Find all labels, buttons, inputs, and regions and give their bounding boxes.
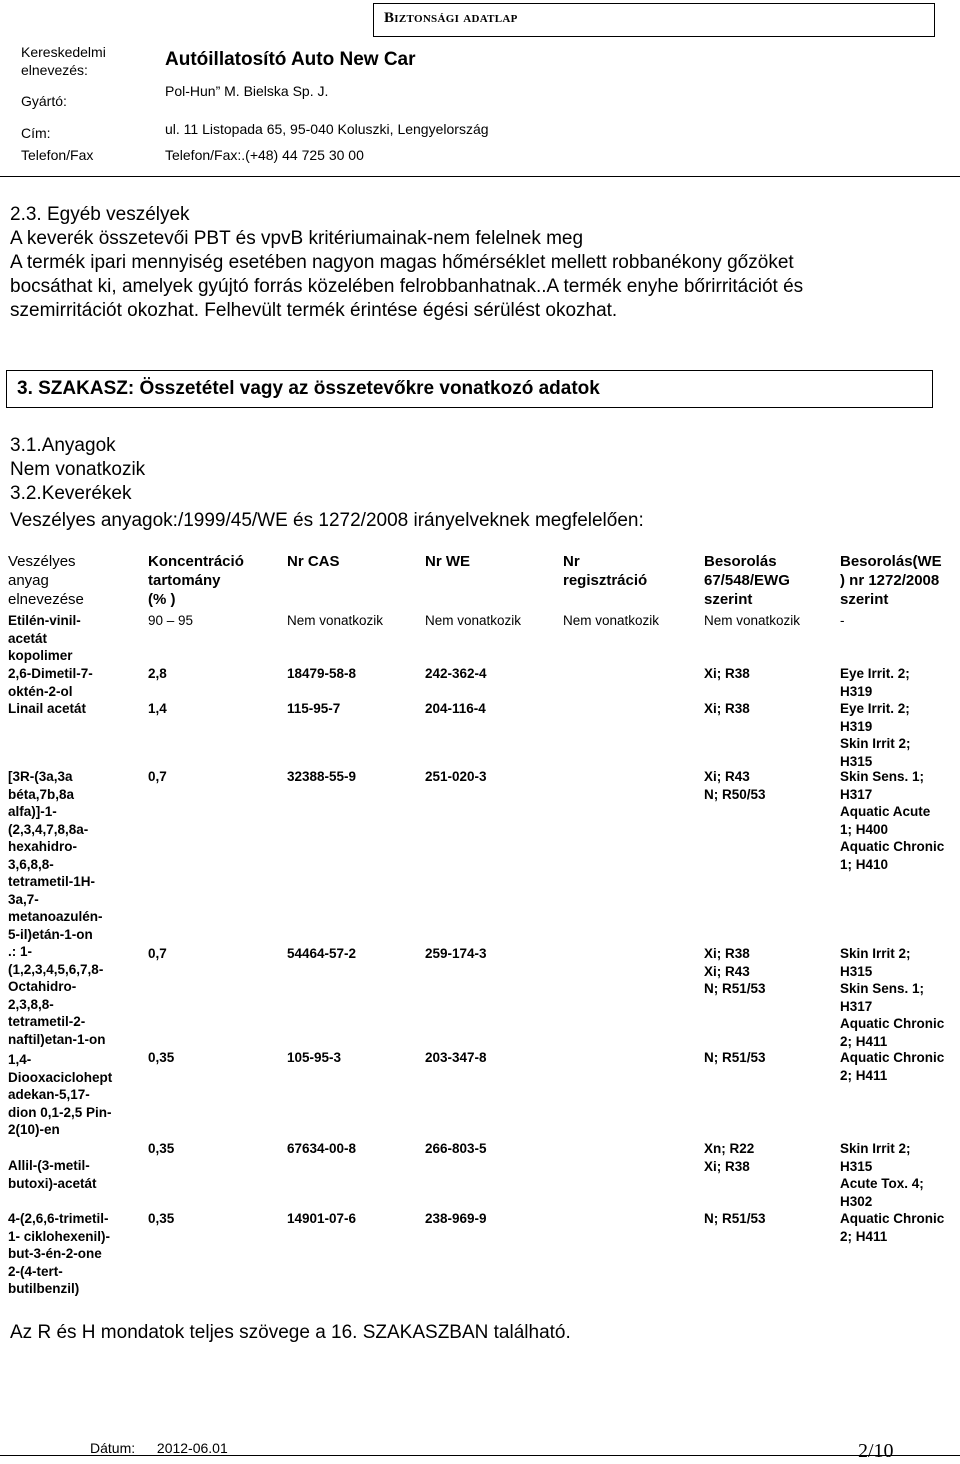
- classification-line: Skin Irrit 2;: [840, 1141, 911, 1156]
- cell-we: 238-969-9: [425, 1211, 487, 1226]
- substance-name-line: hexahidro-: [8, 839, 78, 854]
- substances-heading: 3.1.Anyagok: [10, 435, 116, 456]
- cell-we: 266-803-5: [425, 1141, 487, 1156]
- table-header-reg: [563, 552, 647, 590]
- cell-class67: [704, 1140, 754, 1175]
- substance-name-line: 2,6-Dimetil-7-: [8, 666, 93, 681]
- cell-class1272: [840, 1049, 944, 1084]
- table-header-line: (% ): [148, 591, 176, 608]
- classification-line: Skin Irrit 2;: [840, 736, 911, 751]
- address: ul. 11 Listopada 65, 95-040 Koluszki, Lengyelország: [165, 121, 489, 137]
- classification-line: 1; H410: [840, 856, 889, 872]
- classification-line: Xi; R38: [704, 666, 750, 681]
- classification-line: Aquatic Chronic: [840, 1211, 945, 1226]
- classification-line: Eye Irrit. 2;: [840, 701, 910, 716]
- classification-line: N; R50/53: [704, 786, 766, 802]
- substance-name-line: (1,2,3,4,5,6,7,8-: [8, 961, 104, 977]
- mixtures-heading: 3.2.Keverékek: [10, 483, 132, 504]
- classification-line: N; R51/53: [704, 1050, 766, 1065]
- substance-name: [8, 943, 106, 1048]
- substance-name: [8, 768, 103, 943]
- other-hazards-line: bocsáthat ki, amelyek gyújtó forrás közelében felrobbanhatnak..A termék enyhe bőrirritációt és: [10, 276, 804, 297]
- document-title: Biztonsági adatlap: [384, 10, 518, 26]
- cell-we: 242-362-4: [425, 666, 487, 681]
- other-hazards-line: A termék ipari mennyiség esetében nagyon magas hőmérséklet mellett robbanékony gőzöket: [10, 252, 794, 273]
- cell-conc: 0,35: [148, 1050, 175, 1065]
- substance-name: [8, 700, 86, 718]
- cell-conc: 0,35: [148, 1211, 175, 1226]
- substance-name-line: acetát: [8, 630, 48, 646]
- substance-name-line: alfa)]-1-: [8, 804, 57, 819]
- classification-line: Xi; R38: [704, 1158, 750, 1174]
- document-title-box: [373, 3, 935, 37]
- header-divider: [0, 176, 960, 177]
- substance-name-line: dion 0,1-2,5 Pin-: [8, 1104, 112, 1120]
- substance-name: [8, 1210, 110, 1298]
- cell-class1272: [840, 700, 911, 770]
- table-header-class1272: [840, 552, 942, 609]
- table-header-line: Koncentráció: [148, 553, 244, 570]
- cell-we: Nem vonatkozik: [425, 613, 522, 628]
- classification-line: Aquatic Chronic: [840, 1016, 945, 1031]
- phrases-note: Az R és H mondatok teljes szövege a 16. SZAKASZBAN található.: [10, 1322, 571, 1343]
- substance-name-line: Allil-(3-metil-: [8, 1158, 90, 1173]
- substance-name-line: kopolimer: [8, 648, 73, 663]
- classification-line: H319: [840, 683, 873, 699]
- table-header-line: regisztráció: [563, 572, 648, 589]
- footer-date: [90, 1440, 228, 1456]
- classification-line: Xi; R38: [704, 701, 750, 716]
- classification-line: N; R51/53: [704, 1211, 766, 1226]
- classification-line: 2; H411: [840, 1228, 888, 1244]
- table-header-line: Nr WE: [425, 553, 470, 570]
- cell-class67: [704, 945, 766, 998]
- cell-cas: 67634-00-8: [287, 1141, 357, 1156]
- table-header-line: ) nr 1272/2008: [840, 572, 940, 589]
- substance-name-line: béta,7b,8a: [8, 786, 75, 802]
- substance-name-line: tetrametil-1H-: [8, 874, 96, 889]
- classification-line: Skin Sens. 1;: [840, 981, 925, 996]
- other-hazards-block: [10, 203, 803, 323]
- substance-name: [8, 612, 81, 665]
- cell-we: 259-174-3: [425, 946, 487, 961]
- cell-cas: 115-95-7: [287, 701, 341, 716]
- substance-name-line: Octahidro-: [8, 979, 77, 994]
- classification-line: Acute Tox. 4;: [840, 1176, 924, 1191]
- cell-class67: [704, 1210, 766, 1228]
- cell-conc: 90 – 95: [148, 613, 194, 628]
- substance-name: [8, 665, 93, 700]
- table-header-line: 67/548/EWG: [704, 572, 790, 589]
- classification-line: H315: [840, 753, 873, 769]
- substance-name-line: 2-(4-tert-: [8, 1263, 63, 1279]
- cell-cas: 54464-57-2: [287, 946, 357, 961]
- substance-name-line: tetrametil-2-: [8, 1014, 86, 1029]
- classification-line: Xi; R43: [704, 769, 750, 784]
- cell-conc: 2,8: [148, 666, 167, 681]
- trade-name-label: Kereskedelmi: [21, 44, 106, 60]
- manufacturer-label: Gyártó:: [21, 93, 67, 109]
- cell-class1272: [840, 1140, 924, 1210]
- cell-cas: 14901-07-6: [287, 1211, 357, 1226]
- phone: Telefon/Fax:.(+48) 44 725 30 00: [165, 147, 364, 163]
- classification-line: H317: [840, 998, 873, 1014]
- substance-name-line: metanoazulén-: [8, 909, 103, 924]
- substance-name: [8, 1157, 97, 1192]
- substance-name-line: oktén-2-ol: [8, 683, 73, 699]
- table-header-we: [425, 552, 470, 571]
- classification-line: H317: [840, 786, 873, 802]
- substance-name-line: [3R-(3a,3a: [8, 769, 73, 784]
- other-hazards-line: A keverék összetevői PBT és vpvB kritériumainak-nem felelnek meg: [10, 228, 584, 249]
- table-header-line: Besorolás(WE: [840, 553, 942, 570]
- classification-line: Aquatic Chronic: [840, 1050, 945, 1065]
- address-label: Cím:: [21, 125, 51, 141]
- classification-line: -: [840, 613, 845, 628]
- table-header-cas: [287, 552, 340, 571]
- classification-line: 1; H400: [840, 821, 889, 837]
- cell-reg: Nem vonatkozik: [563, 613, 660, 628]
- classification-line: 2; H411: [840, 1067, 888, 1083]
- classification-line: Aquatic Acute: [840, 804, 931, 819]
- cell-class67: [704, 612, 800, 630]
- cell-cas: 105-95-3: [287, 1050, 342, 1065]
- other-hazards-heading: 2.3. Egyéb veszélyek: [10, 204, 190, 225]
- table-header-line: Nr CAS: [287, 553, 340, 570]
- classification-line: H315: [840, 963, 873, 979]
- manufacturer: Pol-Hun” M. Bielska Sp. J.: [165, 83, 329, 99]
- cell-we: 251-020-3: [425, 769, 487, 784]
- cell-class1272: [840, 768, 944, 873]
- substance-name-line: 2,3,8,8-: [8, 996, 54, 1012]
- table-header-line: Veszélyes: [8, 553, 76, 570]
- cell-class1272: [840, 1210, 944, 1245]
- table-header-class67: [704, 552, 790, 609]
- substance-name-line: 5-il)etán-1-on: [8, 926, 93, 942]
- cell-class67: [704, 665, 750, 683]
- trade-name: Autóillatosító Auto New Car: [165, 49, 416, 70]
- substance-name-line: butoxi)-acetát: [8, 1175, 97, 1191]
- substance-name-line: butilbenzil): [8, 1281, 80, 1296]
- classification-line: Xi; R38: [704, 946, 750, 961]
- other-hazards-line: szemirritációt okozhat. Felhevült termék érintése égési sérülést okozhat.: [10, 300, 618, 321]
- classification-line: Xi; R43: [704, 963, 750, 979]
- classification-line: Eye Irrit. 2;: [840, 666, 910, 681]
- section3-intro: [10, 434, 644, 533]
- section3-title: 3. SZAKASZ: Összetétel vagy az összetevőkre vonatkozó adatok: [17, 378, 600, 399]
- cell-conc: 1,4: [148, 701, 167, 716]
- cell-class67: [704, 700, 750, 718]
- cell-class1272: [840, 665, 910, 700]
- table-header-line: Besorolás: [704, 553, 777, 570]
- classification-line: H319: [840, 718, 873, 734]
- classification-line: H315: [840, 1158, 873, 1174]
- table-header-conc: [148, 552, 244, 609]
- footer-date-value: 2012-06.01: [156, 1440, 228, 1456]
- substance-name: [8, 1051, 112, 1139]
- phone-label: Telefon/Fax: [21, 147, 94, 163]
- substance-name-line: but-3-én-2-one: [8, 1246, 102, 1261]
- mixtures-intro: Veszélyes anyagok:/1999/45/WE és 1272/2008 irányelveknek megfelelően:: [10, 510, 644, 531]
- cell-cas: Nem vonatkozik: [287, 613, 384, 628]
- substance-name-line: Etilén-vinil-: [8, 613, 81, 628]
- table-header-line: szerint: [840, 591, 889, 608]
- page-number: 2/10: [858, 1440, 894, 1462]
- classification-line: Xn; R22: [704, 1141, 755, 1156]
- classification-line: 2; H411: [840, 1033, 888, 1049]
- table-header-line: Nr: [563, 553, 580, 570]
- substance-name-line: 3a,7-: [8, 891, 39, 907]
- cell-class67: [704, 1049, 766, 1067]
- substance-name-line: Diooxaciclohept: [8, 1069, 113, 1085]
- cell-cas: 32388-55-9: [287, 769, 357, 784]
- substance-name-line: 2(10)-en: [8, 1122, 60, 1137]
- cell-we: 204-116-4: [425, 701, 486, 716]
- table-header-name: [8, 552, 84, 609]
- table-header-line: szerint: [704, 591, 753, 608]
- footer-date-label: Dátum:: [90, 1440, 136, 1456]
- cell-conc: 0,7: [148, 769, 167, 784]
- classification-line: N; R51/53: [704, 981, 766, 996]
- substance-name-line: 3,6,8,8-: [8, 856, 54, 872]
- classification-line: H302: [840, 1193, 873, 1209]
- table-header-line: elnevezése: [8, 591, 84, 608]
- substance-name-line: .: 1-: [8, 944, 33, 959]
- cell-conc: 0,7: [148, 946, 167, 961]
- substance-name-line: 1,4-: [8, 1052, 32, 1067]
- trade-name-label-2: elnevezés:: [21, 62, 88, 78]
- table-header-line: anyag: [8, 572, 49, 589]
- classification-line: Skin Irrit 2;: [840, 946, 911, 961]
- substance-name-line: adekan-5,17-: [8, 1087, 90, 1102]
- substance-name-line: 1- ciklohexenil)-: [8, 1228, 111, 1244]
- substance-name-line: naftil)etan-1-on: [8, 1031, 106, 1047]
- classification-line: Aquatic Chronic: [840, 839, 945, 854]
- substance-name-line: 4-(2,6,6-trimetil-: [8, 1211, 109, 1226]
- cell-class1272: [840, 945, 944, 1050]
- substances-value: Nem vonatkozik: [10, 459, 146, 480]
- table-header-line: tartomány: [148, 572, 221, 589]
- cell-class67: [704, 768, 766, 803]
- substance-name-line: (2,3,4,7,8,8a-: [8, 821, 89, 837]
- classification-line: Skin Sens. 1;: [840, 769, 925, 784]
- cell-class1272: [840, 612, 845, 630]
- cell-we: 203-347-8: [425, 1050, 487, 1065]
- substance-name-line: Linail acetát: [8, 701, 87, 716]
- section3-title-box: [6, 370, 933, 408]
- classification-line: Nem vonatkozik: [704, 613, 801, 628]
- cell-cas: 18479-58-8: [287, 666, 357, 681]
- cell-conc: 0,35: [148, 1141, 175, 1156]
